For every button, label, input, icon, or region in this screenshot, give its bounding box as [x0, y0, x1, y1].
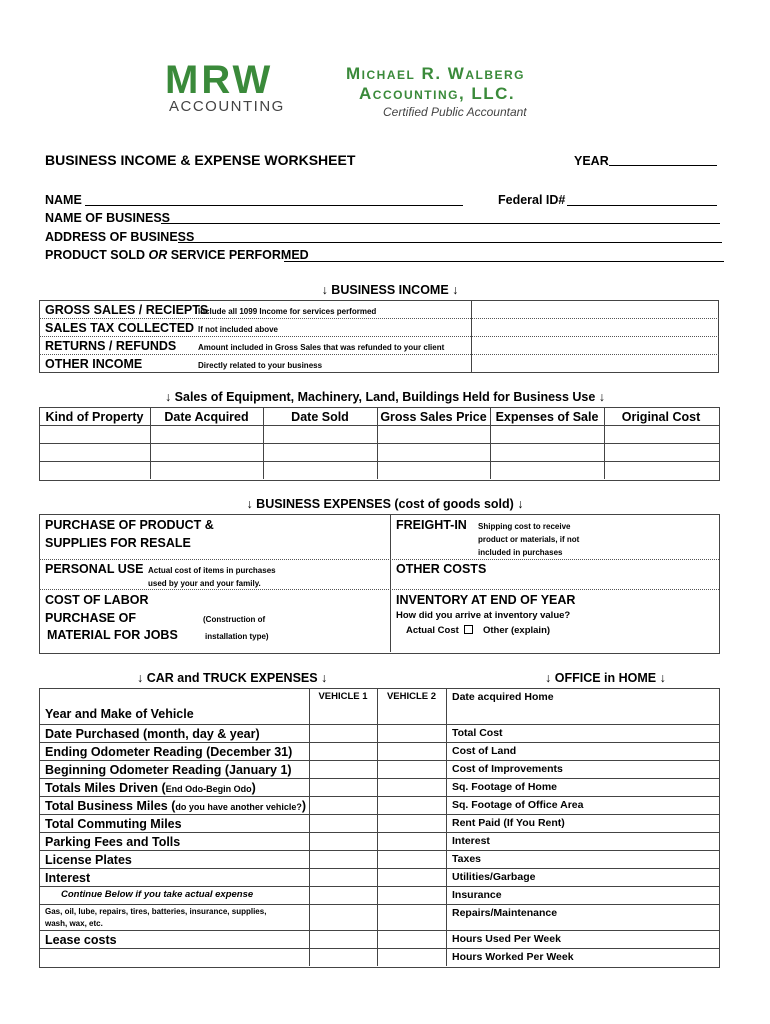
office-row-interest: Interest [452, 835, 490, 847]
product-label [45, 248, 309, 262]
office-row-cost-improvements: Cost of Improvements [452, 763, 563, 775]
income-other-note: Directly related to your business [198, 361, 323, 370]
firm-name-line1: Michael R. Walberg [346, 64, 525, 83]
exp-purchase-line1: PURCHASE OF PRODUCT & [45, 518, 214, 532]
car-gas-note-1: Gas, oil, lube, repairs, tires, batteries, insurance, supplies, [45, 907, 267, 916]
sales-col-expenses: Expenses of Sale [495, 410, 599, 424]
car-row-lease-costs: Lease costs [45, 933, 117, 947]
total-miles-close: ) [251, 781, 256, 795]
income-other-amount[interactable] [473, 355, 717, 371]
car-row-date-purchased: Date Purchased (month, day & year) [45, 727, 260, 741]
address-field[interactable] [178, 242, 722, 243]
exp-actual-cost-option[interactable] [406, 625, 473, 636]
income-heading: ↓ BUSINESS INCOME ↓ [321, 283, 459, 297]
exp-other-explain-option[interactable]: Other (explain) [483, 625, 551, 636]
exp-other-costs-label: OTHER COSTS [396, 562, 487, 576]
product-label-a: PRODUCT SOLD [45, 248, 145, 262]
sales-col-kind: Kind of Property [45, 410, 144, 424]
exp-inventory-label: INVENTORY AT END OF YEAR [396, 593, 576, 607]
product-label-b: SERVICE PERFORMED [170, 248, 309, 262]
car-gas-note-2: wash, wax, etc. [45, 919, 103, 928]
income-returns-label: RETURNS / REFUNDS [45, 339, 177, 353]
logo-accounting: ACCOUNTING [169, 98, 285, 115]
exp-freight-note-1: Shipping cost to receive [478, 522, 571, 531]
sales-col-acquired: Date Acquired [164, 410, 249, 424]
product-label-or: OR [148, 248, 168, 262]
sales-col-original: Original Cost [621, 410, 701, 424]
office-row-total-cost: Total Cost [452, 727, 503, 739]
car-row-business-miles [45, 799, 306, 813]
year-field[interactable] [609, 165, 717, 166]
actual-cost-checkbox[interactable] [464, 625, 473, 634]
car-row-license-plates: License Plates [45, 853, 132, 867]
car-row-ending-odometer: Ending Odometer Reading (December 31) [45, 745, 293, 759]
expenses-heading: ↓ BUSINESS EXPENSES (cost of goods sold) ↓ [246, 497, 524, 511]
car-row-interest: Interest [45, 871, 91, 885]
business-miles-label: Total Business Miles ( [45, 799, 176, 813]
income-tax-label: SALES TAX COLLECTED [45, 321, 195, 335]
income-other-label: OTHER INCOME [45, 357, 143, 371]
car-row-parking-fees: Parking Fees and Tolls [45, 835, 181, 849]
office-row-utilities: Utilities/Garbage [452, 871, 536, 883]
income-tax-amount[interactable] [473, 319, 717, 335]
total-miles-hint: End Odo-Begin Odo [165, 784, 252, 794]
office-row-rent-paid: Rent Paid (If You Rent) [452, 817, 565, 829]
exp-personal-note-1: Actual cost of items in purchases [148, 566, 276, 575]
vehicle-1-header: VEHICLE 1 [318, 691, 368, 702]
federal-id-field[interactable] [567, 205, 717, 206]
exp-freight-label: FREIGHT-IN [396, 518, 467, 532]
exp-cost-labor-label: COST OF LABOR [45, 593, 149, 607]
sales-heading: ↓ Sales of Equipment, Machinery, Land, Buildings Held for Business Use ↓ [164, 390, 606, 404]
office-row-sqft-office: Sq. Footage of Office Area [452, 799, 584, 811]
exp-personal-label: PERSONAL USE [45, 562, 144, 576]
firm-name-line2: Accounting, LLC. [359, 84, 516, 103]
car-row-total-miles [45, 781, 256, 795]
exp-freight-note-3: included in purchases [478, 548, 563, 557]
car-row-year-make: Year and Make of Vehicle [45, 707, 194, 721]
car-row-beginning-odometer: Beginning Odometer Reading (January 1) [45, 763, 292, 777]
business-name-field[interactable] [161, 223, 720, 224]
exp-material-label: MATERIAL FOR JOBS [47, 628, 178, 642]
year-label: YEAR [574, 154, 609, 168]
income-returns-note: Amount included in Gross Sales that was refunded to your client [198, 343, 445, 352]
vehicle-2-header: VEHICLE 2 [386, 691, 437, 702]
business-name-label: NAME OF BUSINESS [45, 211, 171, 225]
sales-col-gross: Gross Sales Price [380, 410, 487, 424]
office-row-taxes: Taxes [452, 853, 481, 865]
name-label: NAME [45, 193, 82, 207]
office-row-repairs: Repairs/Maintenance [452, 907, 558, 919]
exp-inventory-question: How did you arrive at inventory value? [396, 610, 571, 621]
sales-col-sold: Date Sold [291, 410, 349, 424]
office-row-hours-worked: Hours Worked Per Week [452, 951, 574, 963]
name-field[interactable] [85, 205, 463, 206]
exp-personal-note-2: used by your and your family. [148, 579, 261, 588]
office-heading: ↓ OFFICE in HOME ↓ [545, 671, 666, 685]
office-row-date-acquired: Date acquired Home [452, 691, 554, 703]
exp-construction-note-1: (Construction of [203, 615, 266, 624]
car-continue-note: Continue Below if you take actual expense [61, 889, 254, 900]
exp-purchase-of-label: PURCHASE OF [45, 611, 136, 625]
office-row-cost-land: Cost of Land [452, 745, 517, 757]
worksheet-title: BUSINESS INCOME & EXPENSE WORKSHEET [45, 152, 356, 168]
exp-purchase-line2: SUPPLIES FOR RESALE [45, 536, 191, 550]
income-gross-amount[interactable] [473, 301, 717, 317]
income-gross-note: Include all 1099 Income for services performed [198, 307, 377, 316]
income-returns-amount[interactable] [473, 337, 717, 353]
office-row-sqft-home: Sq. Footage of Home [452, 781, 557, 793]
business-miles-close: ) [301, 799, 307, 813]
office-row-hours-used: Hours Used Per Week [452, 933, 561, 945]
business-miles-hint: do you have another vehicle? [175, 802, 302, 812]
total-miles-label: Totals Miles Driven ( [45, 781, 166, 795]
address-label: ADDRESS OF BUSINESS [45, 230, 195, 244]
company-logo [165, 58, 615, 122]
logo-mrw: MRW [165, 58, 274, 102]
office-row-insurance: Insurance [452, 889, 502, 901]
exp-construction-note-2: installation type) [205, 632, 269, 641]
firm-tagline: Certified Public Accountant [383, 105, 527, 119]
exp-freight-note-2: product or materials, if not [478, 535, 580, 544]
federal-id-label: Federal ID# [498, 193, 566, 207]
actual-cost-label: Actual Cost [406, 625, 459, 636]
product-field[interactable] [284, 261, 724, 262]
car-row-commuting-miles: Total Commuting Miles [45, 817, 182, 831]
income-gross-label: GROSS SALES / RECIEPTS [45, 303, 209, 317]
income-tax-note: If not included above [198, 325, 279, 334]
car-heading: ↓ CAR and TRUCK EXPENSES ↓ [137, 671, 328, 685]
